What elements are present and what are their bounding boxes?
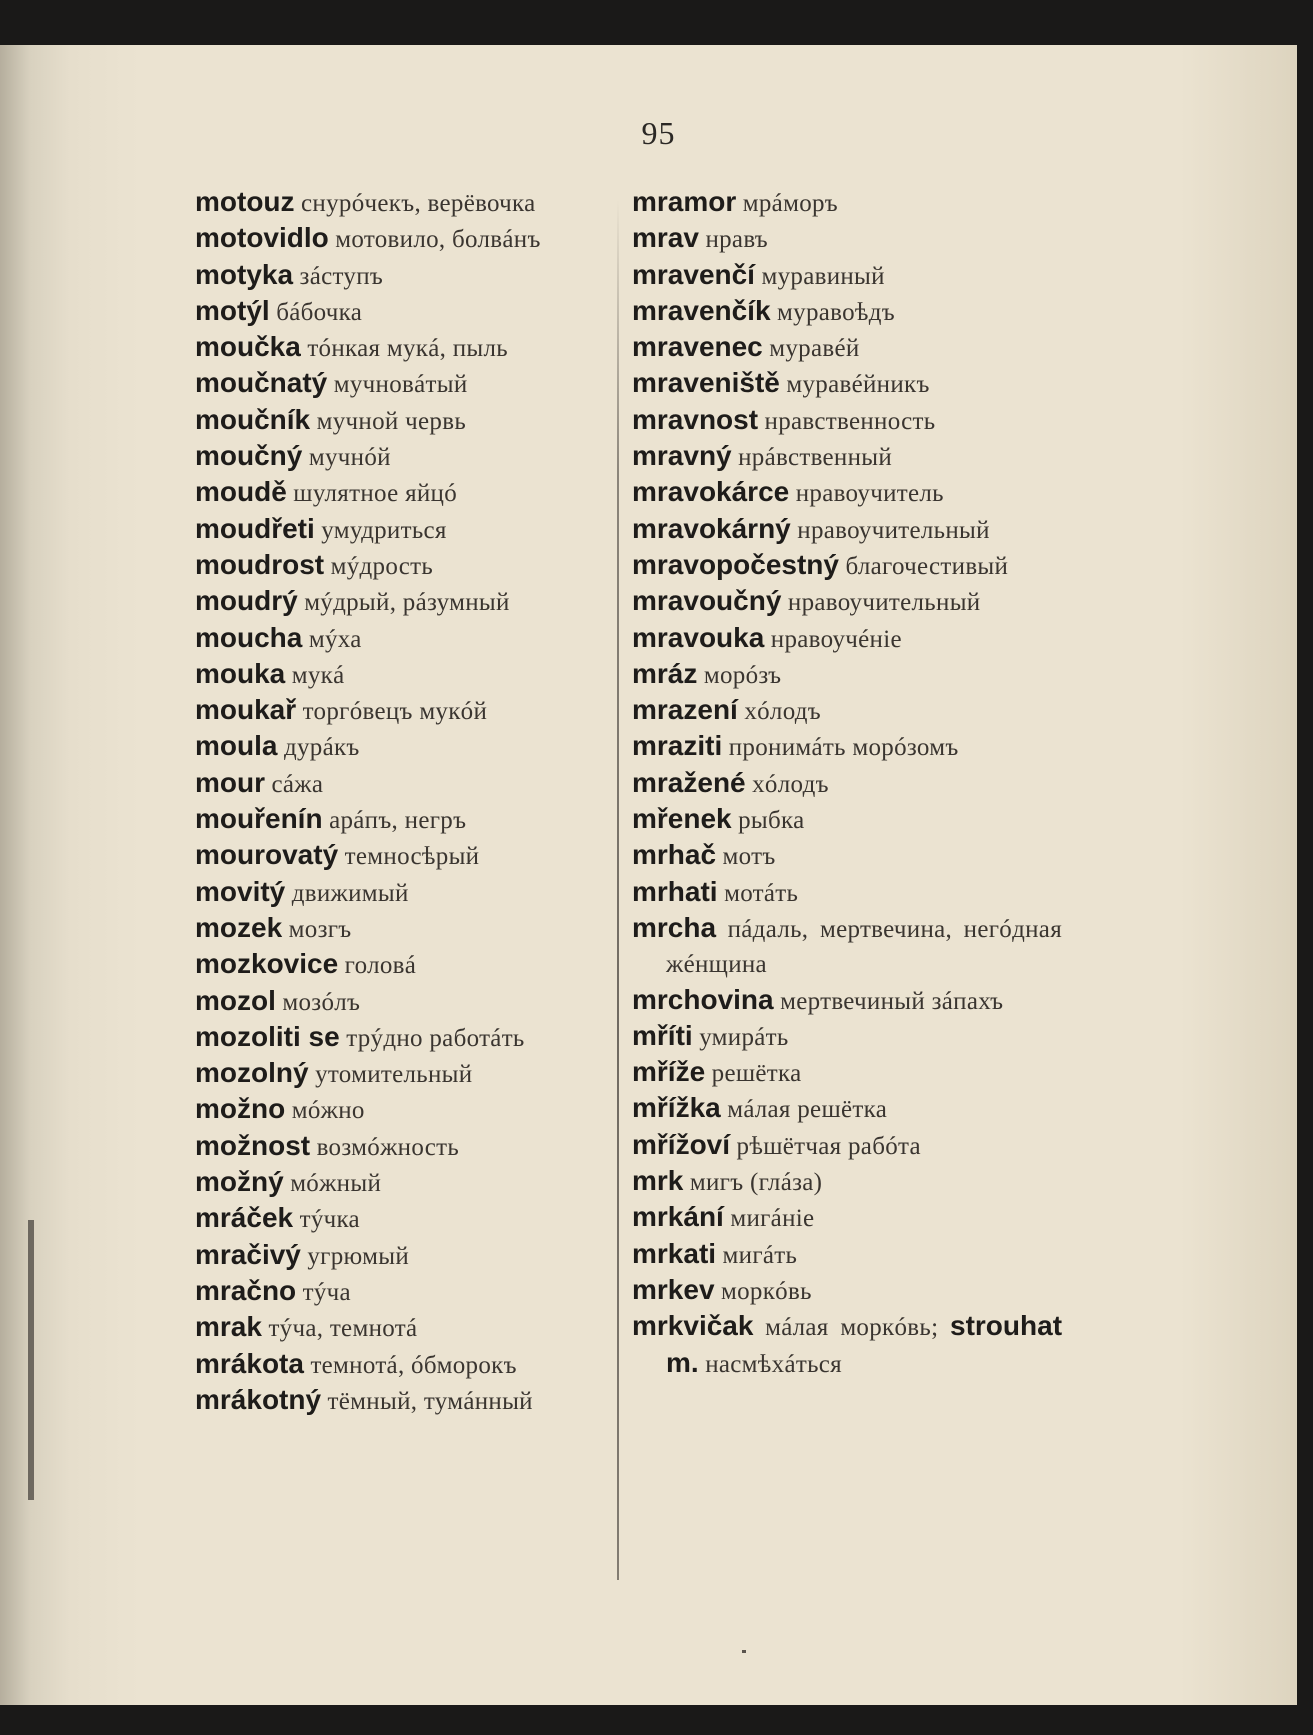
dictionary-entry <box>195 221 615 257</box>
translation: тýчка <box>299 1206 360 1234</box>
dictionary-entry <box>195 1129 615 1165</box>
headword: moudrý <box>195 585 298 617</box>
headword: mozol <box>195 984 276 1016</box>
translation: муравоѣдъ <box>777 298 896 326</box>
headword: mouka <box>195 657 286 689</box>
headword: mraveniště <box>632 367 780 399</box>
dictionary-entry <box>632 185 1062 221</box>
headword: mravoučný <box>632 585 782 617</box>
dictionary-entry <box>195 766 615 802</box>
headword: mravný <box>632 440 732 472</box>
dictionary-entry <box>632 330 1062 366</box>
translation: мáлая моркóвь; <box>765 1314 939 1342</box>
dictionary-entry <box>195 911 615 947</box>
translation: головá <box>344 952 417 980</box>
translation: мáлая решётка <box>727 1096 888 1124</box>
translation: нравоучительный <box>797 516 990 544</box>
translation: хóлодъ <box>744 698 822 726</box>
headword: mrak <box>195 1311 262 1343</box>
headword: moudě <box>195 476 287 508</box>
headword: mrav <box>632 222 699 254</box>
dictionary-entry <box>195 439 615 475</box>
dictionary-entry <box>632 1128 1062 1164</box>
translation: мучновáтый <box>333 371 468 399</box>
translation: мýдрый, рáзумный <box>304 589 510 617</box>
dictionary-entry <box>632 1055 1062 1091</box>
headword: mračivý <box>195 1238 301 1270</box>
translation: мóжный <box>290 1170 382 1198</box>
left-column <box>195 185 615 1419</box>
dictionary-entry <box>195 1383 615 1419</box>
headword: moudrost <box>195 548 325 580</box>
dictionary-entry <box>195 1310 615 1346</box>
translation: мотовило, болвáнъ <box>335 226 541 254</box>
headword: mozek <box>195 911 283 943</box>
headword: mříže <box>632 1056 706 1088</box>
headword: mřenek <box>632 803 732 835</box>
dictionary-entry <box>195 1165 615 1201</box>
headword: mráz <box>632 657 698 689</box>
translation: темнотá, óбморокъ <box>310 1351 517 1379</box>
headword: mour <box>195 766 265 798</box>
dictionary-entry <box>632 294 1062 330</box>
headword: moučnatý <box>195 367 328 399</box>
headword: mrhati <box>632 875 718 907</box>
translation: благочестивый <box>845 552 1009 580</box>
translation: нравоучительный <box>787 589 981 617</box>
headword: mravopočestný <box>632 548 839 580</box>
dictionary-entry <box>195 1201 615 1237</box>
headword: mračno <box>195 1274 297 1306</box>
headword: mravenčík <box>632 294 771 326</box>
dictionary-entry <box>632 802 1062 838</box>
headword: možnost <box>195 1129 311 1161</box>
translation: нравоучитель <box>795 480 944 508</box>
translation: зáступъ <box>299 262 384 290</box>
translation: хóлодъ <box>752 770 829 798</box>
translation: рыбка <box>738 807 805 835</box>
translation: нрáвственный <box>738 444 893 472</box>
translation: умирáть <box>699 1023 789 1051</box>
dictionary-entry <box>195 1056 615 1092</box>
headword: mravokárný <box>632 512 791 544</box>
dictionary-entry <box>632 512 1062 548</box>
print-mark <box>742 1650 746 1653</box>
translation: мóжно <box>291 1097 365 1125</box>
headword: mrkvičak <box>632 1310 754 1342</box>
translation: мучной червь <box>316 407 467 435</box>
translation: муравéйникъ <box>786 371 930 399</box>
dictionary-entry <box>632 983 1062 1019</box>
dictionary-entry <box>632 1164 1062 1200</box>
column-divider <box>617 200 619 1580</box>
headword: mříti <box>632 1019 693 1051</box>
translation: движимый <box>291 879 409 907</box>
dictionary-entry <box>632 1237 1062 1273</box>
dictionary-entry <box>632 584 1062 620</box>
translation: мучнóй <box>308 444 391 472</box>
headword: mřížoví <box>632 1128 731 1160</box>
translation: угрюмый <box>307 1242 410 1270</box>
dictionary-entry <box>632 693 1062 729</box>
headword: mrákota <box>195 1347 304 1379</box>
headword: moučník <box>195 403 311 435</box>
dictionary-entry <box>195 838 615 874</box>
translation: тýча <box>302 1278 351 1306</box>
translation: мигáніе <box>730 1205 815 1233</box>
dictionary-entry <box>632 1273 1062 1309</box>
dictionary-entry <box>632 258 1062 294</box>
headword: mrazení <box>632 694 738 726</box>
dictionary-entry <box>195 475 615 511</box>
translation: утомительный <box>315 1061 473 1089</box>
dictionary-entry <box>632 911 1062 983</box>
translation: умудриться <box>321 516 447 544</box>
dictionary-entry <box>195 802 615 838</box>
headword: mravokárce <box>632 476 790 508</box>
dictionary-entry <box>195 693 615 729</box>
headword: mrk <box>632 1165 684 1197</box>
dictionary-entry <box>195 403 615 439</box>
page-number: 95 <box>641 115 676 151</box>
dictionary-entry <box>632 1019 1062 1055</box>
headword: mravenec <box>632 331 763 363</box>
dictionary-entry <box>195 258 615 294</box>
dictionary-entry <box>195 947 615 983</box>
translation: мигъ (глáза) <box>689 1169 823 1197</box>
translation: дурáкъ <box>283 734 360 762</box>
dictionary-entry <box>632 657 1062 693</box>
translation: нравственность <box>764 407 936 435</box>
dictionary-entry <box>195 512 615 548</box>
headword: mráček <box>195 1202 294 1234</box>
translation: снурóчекъ, верёвочка <box>301 190 536 217</box>
dictionary-entry <box>195 584 615 620</box>
translation: мозгъ <box>288 915 352 943</box>
translation: тóнкая мукá, пыль <box>307 335 508 363</box>
translation: темносѣрый <box>344 843 480 871</box>
translation: трýдно работáть <box>346 1024 525 1052</box>
headword: mravnost <box>632 403 759 435</box>
translation: рѣшётчая рабóта <box>736 1132 921 1160</box>
dictionary-entry <box>632 366 1062 402</box>
headword: moukař <box>195 694 297 726</box>
dictionary-entry <box>632 475 1062 511</box>
translation: мрáморъ <box>742 190 839 217</box>
headword: motouz <box>195 186 295 217</box>
dictionary-entry <box>195 330 615 366</box>
translation: пронимáть морóзомъ <box>728 734 959 762</box>
dictionary-entry <box>195 366 615 402</box>
translation: морóзъ <box>703 661 782 689</box>
dictionary-entry <box>632 729 1062 765</box>
dictionary-entry <box>632 838 1062 874</box>
dictionary-entry <box>632 1200 1062 1236</box>
headword: moudřeti <box>195 512 315 544</box>
translation: тёмный, тумáнный <box>327 1387 533 1415</box>
translation: арáпъ, негръ <box>329 807 467 835</box>
headword: moucha <box>195 621 303 653</box>
dictionary-entry <box>195 1347 615 1383</box>
dictionary-entry <box>195 1020 615 1056</box>
headword: mraziti <box>632 730 723 762</box>
headword: mrcha <box>632 911 717 943</box>
dictionary-entry <box>195 729 615 765</box>
translation: мýха <box>308 625 362 653</box>
headword: mrkati <box>632 1237 717 1269</box>
dictionary-entry <box>195 548 615 584</box>
dictionary-entry <box>195 185 615 221</box>
dictionary-entry <box>632 1091 1062 1127</box>
translation: моркóвь <box>721 1277 812 1305</box>
dictionary-entry <box>632 403 1062 439</box>
translation: мотáть <box>724 879 799 907</box>
sub-translation: насмѣхáться <box>705 1350 842 1378</box>
headword: možno <box>195 1093 286 1125</box>
translation: мертвечиный зáпахъ <box>780 987 1004 1015</box>
dictionary-entry <box>195 1274 615 1310</box>
headword: mrákotný <box>195 1383 322 1415</box>
headword: mozolný <box>195 1057 309 1089</box>
headword: motýl <box>195 294 270 326</box>
dictionary-entry <box>632 621 1062 657</box>
translation: нравоучéніе <box>770 625 902 653</box>
translation: мигáть <box>722 1241 798 1269</box>
dictionary-entry <box>195 984 615 1020</box>
headword: moučný <box>195 440 303 472</box>
headword: mourovatý <box>195 839 339 871</box>
page-edge-shadow <box>28 1220 34 1500</box>
dictionary-entry <box>632 1309 1062 1382</box>
translation: мýдрость <box>330 552 434 580</box>
translation: мукá <box>291 661 345 689</box>
right-column <box>632 185 1062 1382</box>
headword: mražené <box>632 766 746 798</box>
headword: mrchovina <box>632 983 774 1015</box>
translation: мозóлъ <box>282 988 361 1016</box>
headword: mravouka <box>632 621 765 653</box>
translation: муравиный <box>761 262 885 290</box>
translation: сáжа <box>271 770 324 798</box>
headword: mouřenín <box>195 803 323 835</box>
headword: mrkání <box>632 1201 724 1233</box>
translation: шулятное яйцó <box>293 480 458 508</box>
headword: mozoliti se <box>195 1020 340 1052</box>
dictionary-entry <box>632 875 1062 911</box>
dictionary-entry <box>195 657 615 693</box>
headword: mřížka <box>632 1092 721 1124</box>
headword: moučka <box>195 331 301 363</box>
headword: mrkev <box>632 1273 715 1305</box>
dictionary-page <box>0 45 1297 1705</box>
dictionary-entry <box>195 1092 615 1128</box>
headword: motovidlo <box>195 222 329 254</box>
dictionary-entry <box>632 439 1062 475</box>
dictionary-entry <box>195 621 615 657</box>
headword: mrhač <box>632 839 717 871</box>
headword: mramor <box>632 186 737 217</box>
dictionary-entry <box>632 766 1062 802</box>
dictionary-entry <box>195 1238 615 1274</box>
translation: возмóжность <box>316 1133 460 1161</box>
dictionary-entry <box>632 221 1062 257</box>
headword: movitý <box>195 875 286 907</box>
translation: муравéй <box>769 335 860 363</box>
headword: mozkovice <box>195 948 339 980</box>
headword: moula <box>195 730 278 762</box>
translation: пáдаль, мертвечина, негóдная жéнщина <box>666 915 1063 979</box>
dictionary-entry <box>195 875 615 911</box>
sub-headword: strouhat m. <box>666 1310 1063 1378</box>
headword: možný <box>195 1166 284 1198</box>
translation: тýча, темнотá <box>268 1315 418 1343</box>
translation: торгóвецъ мукóй <box>302 698 488 726</box>
translation: мотъ <box>722 843 776 871</box>
dictionary-entry <box>195 294 615 330</box>
translation: нравъ <box>705 226 769 254</box>
dictionary-entry <box>632 548 1062 584</box>
translation: бáбочка <box>276 298 363 326</box>
translation: решётка <box>711 1060 802 1088</box>
headword: mravenčí <box>632 258 755 290</box>
headword: motyka <box>195 258 294 290</box>
